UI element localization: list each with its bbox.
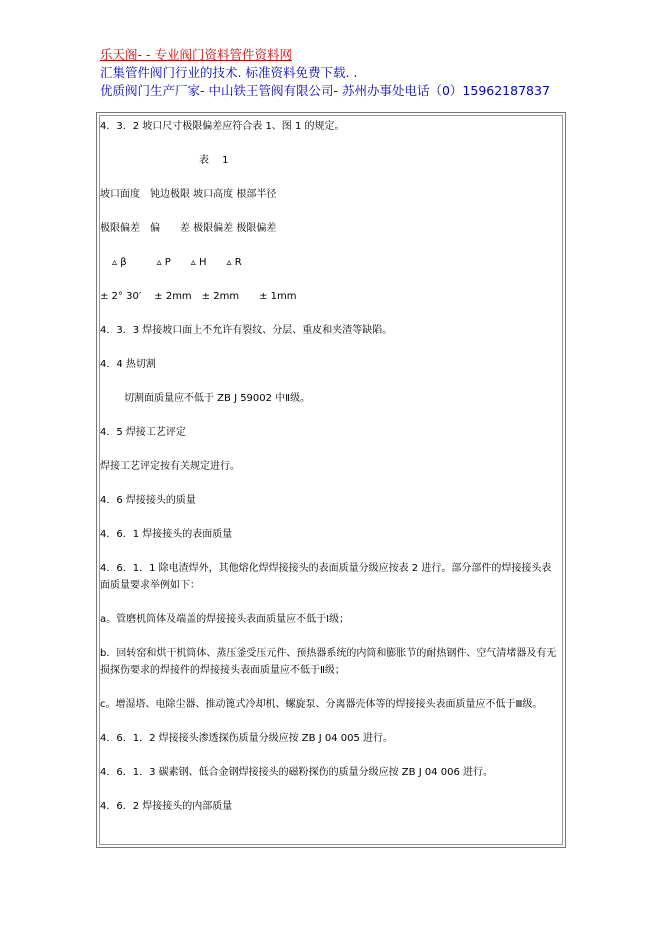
paragraph-4-6-1-3: 4．6．1．3 碳素钢、低合金钢焊接接头的磁粉探伤的质量分级应按 ZB J 04 006 进行。 (100, 767, 493, 778)
paragraph-4-6-1-2: 4．6．1．2 焊接接头渗透探伤质量分级应按 ZB J 04 005 进行。 (100, 733, 393, 744)
table-title: 表 1 (199, 155, 229, 166)
heading-4-4: 4．4 热切割 (100, 359, 156, 370)
site-tagline: 汇集管件阀门行业的技术. 标准资料免费下载. . (100, 65, 358, 80)
heading-4-6-2: 4．6．2 焊接接头的内部质量 (100, 801, 233, 812)
table-header-row-2: 极限偏差 偏 差 极限偏差 极限偏差 (100, 223, 277, 234)
company-contact: 优质阀门生产厂家- 中山铁王管阀有限公司- 苏州办事处电话（0）15962187837 (100, 83, 550, 98)
document-frame (96, 112, 566, 848)
table-symbol-row: ▵ β ▵ P ▵ H ▵ R (112, 257, 242, 268)
page-header (100, 47, 550, 99)
document-body (100, 118, 558, 815)
table-header-row-1: 坡口面度 钝边极限 坡口高度 根部半径 (100, 189, 277, 200)
list-item-c: c。增湿塔、电除尘器、推动篦式冷却机、螺旋泵、分离器壳体等的焊接接头表面质量应不低于Ⅲ级。 (100, 699, 543, 710)
paragraph-procedure: 焊接工艺评定按有关规定进行。 (100, 461, 240, 472)
heading-4-6-1: 4．6．1 焊接接头的表面质量 (100, 529, 233, 540)
paragraph-4-3-3: 4．3．3 焊接坡口面上不允许有裂纹、分层、重皮和夹渣等缺陷。 (100, 325, 393, 336)
list-item-b: b．回转窑和烘干机筒体、蒸压釜受压元件、预热器系统的内筒和膨胀节的耐热钢件、空气清堵器及有无损探伤要求的焊接件的焊接接头表面质量应不低于Ⅱ级； (100, 648, 557, 676)
heading-4-5: 4．5 焊接工艺评定 (100, 427, 186, 438)
site-link[interactable]: 乐天阁- - 专业阀门资料管件资料网 (100, 47, 292, 62)
paragraph-4-6-1-1: 4．6．1．1 除电渣焊外，其他熔化焊焊接接头的表面质量分级应按表 2 进行。部分部件的焊接接头表面质量要求举例如下： (100, 563, 552, 591)
paragraph-cutting-quality: 切割面质量应不低于 ZB J 59002 中Ⅱ级。 (124, 393, 311, 404)
table-value-row: ± 2° 30′ ± 2mm ± 2mm ± 1mm (100, 291, 297, 302)
heading-4-6: 4．6 焊接接头的质量 (100, 495, 196, 506)
list-item-a: a。管磨机筒体及端盖的焊接接头表面质量应不低于Ⅰ级； (100, 614, 350, 625)
paragraph-4-3-2: 4．3．2 坡口尺寸极限偏差应符合表 1、图 1 的规定。 (100, 121, 345, 132)
